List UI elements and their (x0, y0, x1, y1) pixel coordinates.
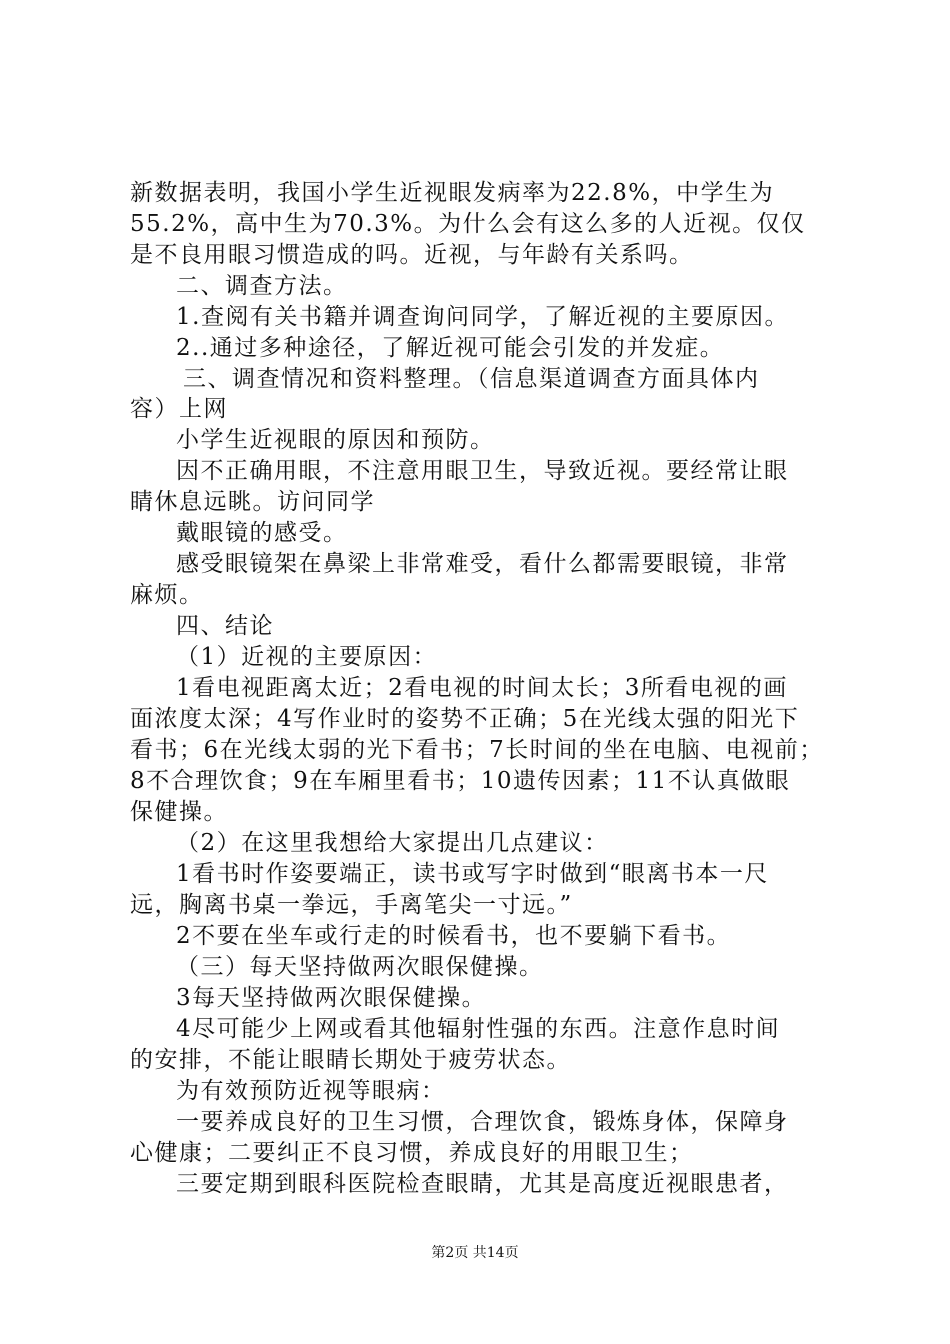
text-line: 感受眼镜架在鼻梁上非常难受，看什么都需要眼镜，非常 (176, 551, 789, 577)
section-heading: 三、调查情况和资料整理。（信息渠道调查方面具体内 (183, 366, 760, 392)
text-line: （三）每天坚持做两次眼保健操。 (176, 954, 544, 980)
text-line: （1）近视的主要原因： (176, 644, 438, 670)
text-line: 1.查阅有关书籍并调查询问同学，了解近视的主要原因。 (176, 304, 789, 330)
text-line: 容）上网 (130, 396, 228, 422)
text-line: 远，胸离书桌一拳远，手离笔尖一寸远。” (130, 892, 573, 918)
text-line: 三要定期到眼科医院检查眼睛，尤其是高度近视眼患者， (176, 1171, 789, 1197)
text-line: 保健操。 (130, 799, 228, 825)
text-line: 麻烦。 (130, 582, 204, 608)
text-line: 小学生近视眼的原因和预防。 (176, 427, 495, 453)
text-line: 4尽可能少上网或看其他辐射性强的东西。注意作息时间 (176, 1016, 781, 1042)
text-line: 55.2%，高中生为70.3%。为什么会有这么多的人近视。仅仅 (130, 211, 806, 237)
text-line: 戴眼镜的感受。 (176, 520, 348, 546)
text-line: （2）在这里我想给大家提出几点建议： (176, 830, 609, 856)
text-line: 一要养成良好的卫生习惯，合理饮食，锻炼身体，保障身 (176, 1109, 789, 1135)
text-line: 是不良用眼习惯造成的吗。近视，与年龄有关系吗。 (130, 242, 694, 268)
text-line: 心健康；二要纠正不良习惯，养成良好的用眼卫生； (130, 1140, 694, 1166)
text-line: 为有效预防近视等眼病： (176, 1078, 446, 1104)
text-line: 面浓度太深；4写作业时的姿势不正确；5在光线太强的阳光下 (130, 706, 800, 732)
text-line: 2不要在坐车或行走的时候看书，也不要躺下看书。 (176, 923, 732, 949)
text-line: 2..通过多种途径，了解近视可能会引发的并发症。 (176, 335, 725, 361)
text-line: 睛休息远眺。访问同学 (130, 489, 375, 515)
page-number: 第2页 共14页 (431, 1245, 519, 1261)
text-line: 3每天坚持做两次眼保健操。 (176, 985, 487, 1011)
text-line: 1看书时作姿要端正，读书或写字时做到“眼离书本一尺 (176, 861, 769, 887)
text-line: 看书；6在光线太弱的光下看书；7长时间的坐在电脑、电视前； (130, 737, 824, 763)
text-line: 8不合理饮食；9在车厢里看书；10遗传因素；11不认真做眼 (130, 768, 791, 794)
section-heading: 二、调查方法。 (176, 273, 348, 299)
text-line: 的安排，不能让眼睛长期处于疲劳状态。 (130, 1047, 571, 1073)
section-heading: 四、结论 (176, 613, 274, 639)
text-line: 1看电视距离太近；2看电视的时间太长；3所看电视的画 (176, 675, 788, 701)
text-line: 新数据表明，我国小学生近视眼发病率为22.8%，中学生为 (130, 180, 775, 206)
text-line: 因不正确用眼，不注意用眼卫生，导致近视。要经常让眼 (176, 458, 789, 484)
